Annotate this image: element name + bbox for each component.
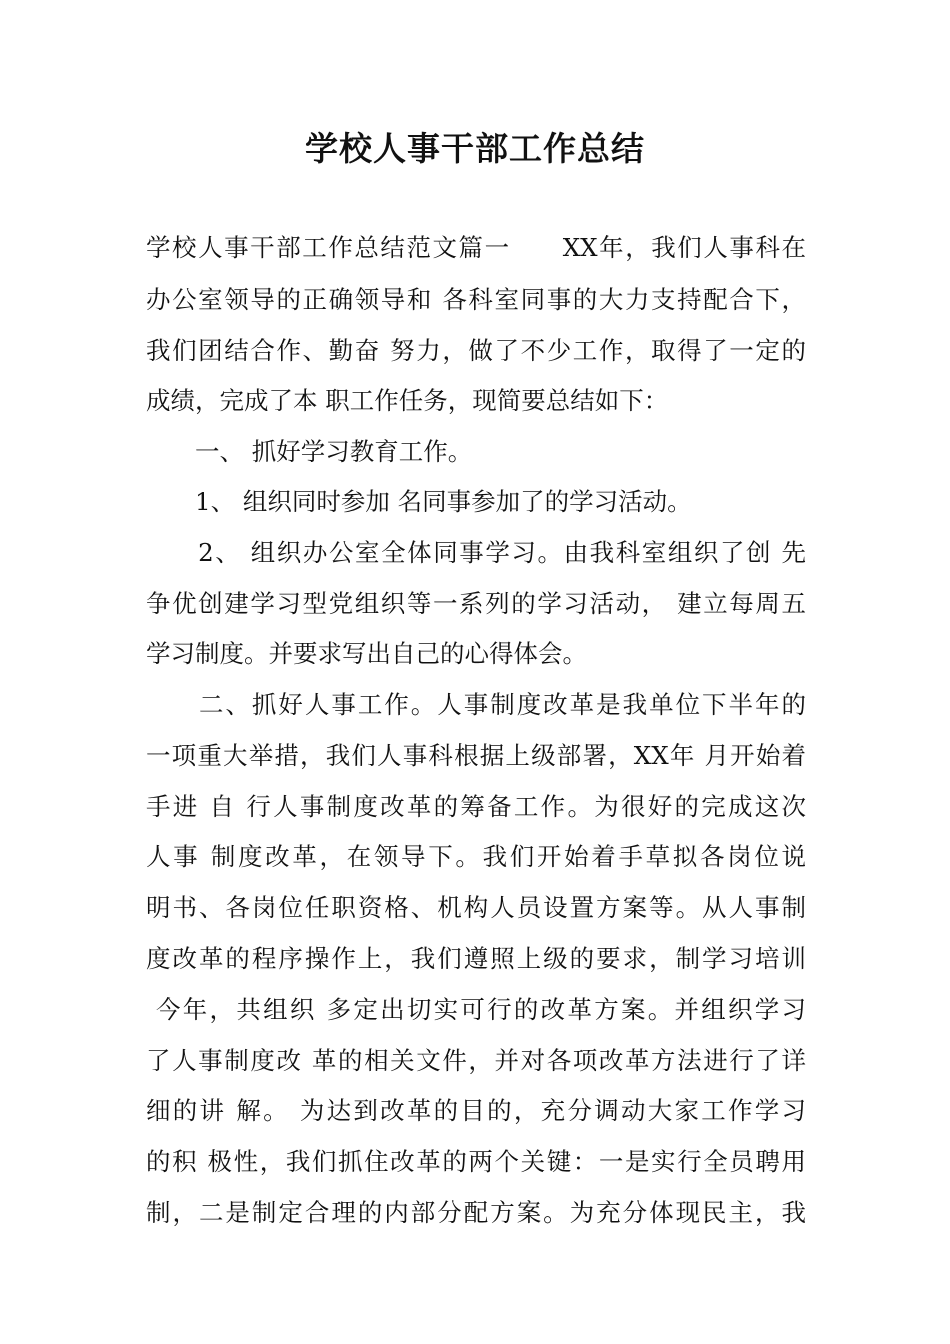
- body-line: 2、 组织办公室全体同事学习。由我科室组织了创 先: [146, 538, 806, 567]
- body-line: 制，二是制定合理的内部分配方案。为充分体现民主，我: [146, 1198, 806, 1227]
- body-line: 手进 自 行人事制度改革的筹备工作。为很好的完成这次: [146, 792, 806, 821]
- body-line: 争优创建学习型党组织等一系列的学习活动， 建立每周五: [146, 589, 806, 618]
- body-line: 一项重大举措，我们人事科根据上级部署，XX年 月开始着: [146, 741, 806, 770]
- section-heading: 一、 抓好学习教育工作。: [146, 437, 473, 466]
- body-line: 细的讲 解。 为达到改革的目的，充分调动大家工作学习: [146, 1096, 806, 1125]
- body-line: 今年，共组织 多定出切实可行的改革方案。并组织学习: [146, 995, 806, 1024]
- body-line: 我们团结合作、勤奋 努力，做了不少工作，取得了一定的: [146, 336, 806, 365]
- section-heading: 二、抓好人事工作。人事制度改革是我单位下半年的: [146, 690, 806, 719]
- body-line: 了人事制度改 革的相关文件，并对各项改革方法进行了详: [146, 1046, 806, 1075]
- body-line: 学校人事干部工作总结范文篇一 XX年，我们人事科在: [146, 233, 806, 262]
- body-line: 度改革的程序操作上，我们遵照上级的要求，制学习培训: [146, 944, 806, 973]
- body-line: 1、 组织同时参加 名同事参加了的学习活动。: [146, 487, 692, 516]
- body-line: 办公室领导的正确领导和 各科室同事的大力支持配合下，: [146, 285, 806, 314]
- body-line: 明书、各岗位任职资格、机构人员设置方案等。从人事制: [146, 893, 806, 922]
- body-line: 人事 制度改革，在领导下。我们开始着手草拟各岗位说: [146, 842, 806, 871]
- page-title: 学校人事干部工作总结: [305, 129, 645, 168]
- body-line: 的积 极性，我们抓住改革的两个关键：一是实行全员聘用: [146, 1147, 806, 1176]
- body-line: 成绩，完成了本 职工作任务，现简要总结如下：: [146, 386, 669, 415]
- body-line: 学习制度。并要求写出自己的心得体会。: [146, 639, 587, 668]
